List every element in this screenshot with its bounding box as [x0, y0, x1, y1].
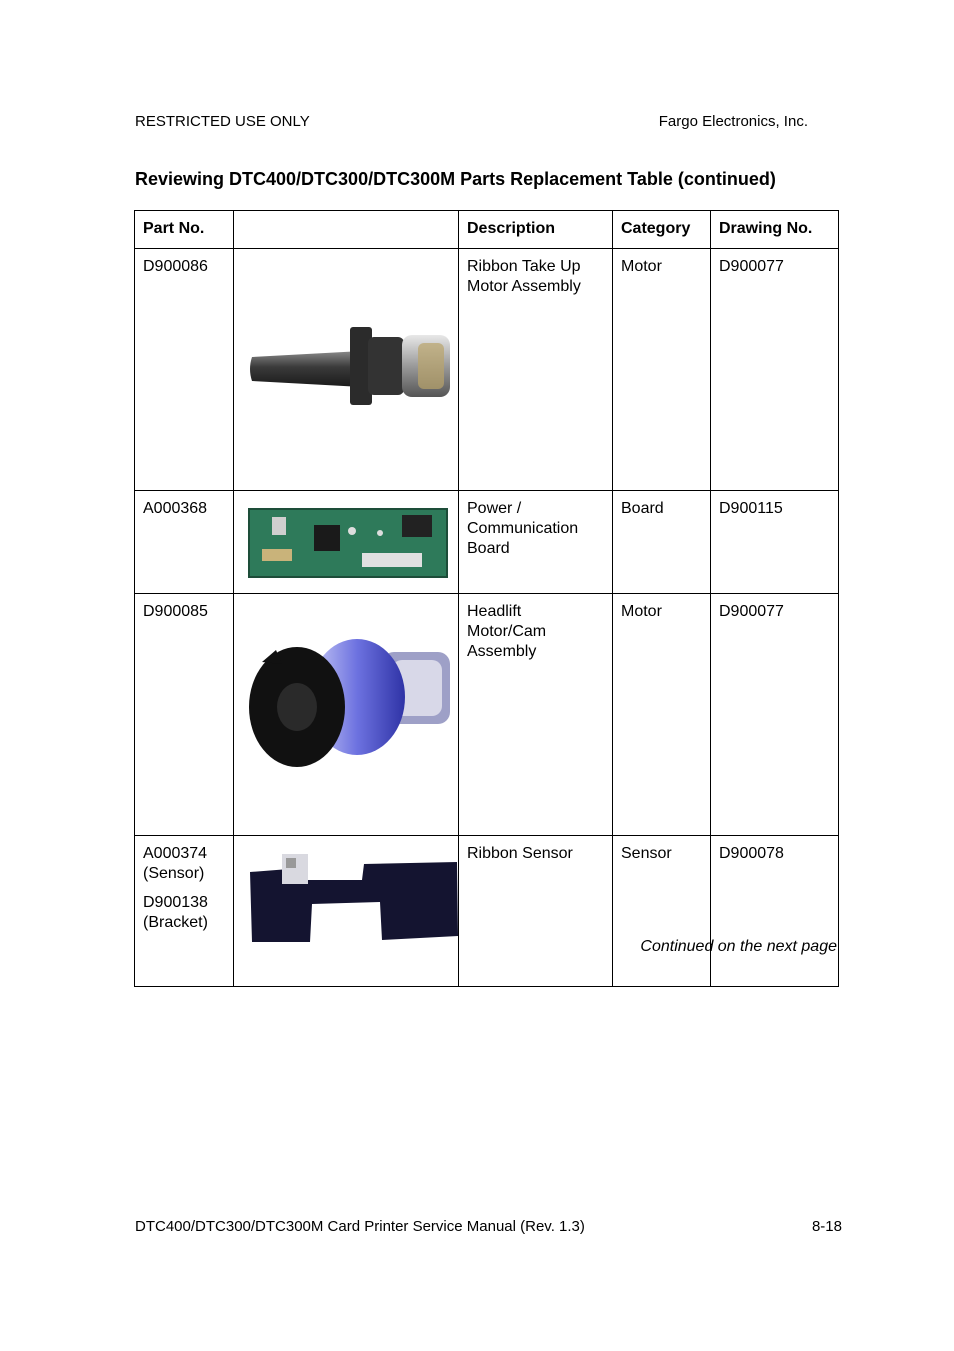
header-right: Fargo Electronics, Inc. [658, 113, 808, 130]
category-cell: Motor [613, 249, 711, 491]
part-no-cell [135, 836, 234, 987]
drawing-no-cell: D900078 [711, 836, 839, 987]
parts-table [134, 210, 839, 987]
col-header-image [234, 211, 459, 249]
drawing-no-cell: D900077 [711, 249, 839, 491]
table-row [135, 836, 839, 987]
category-cell: Motor [613, 594, 711, 836]
footer-title: DTC400/DTC300/DTC300M Card Printer Service Manual (Rev. 1.3) [135, 1218, 585, 1235]
table-row [135, 249, 839, 491]
ribbon-take-up-motor-photo [234, 249, 459, 491]
part-no-sensor: A000374 (Sensor) [143, 845, 208, 882]
description-cell: Ribbon Take Up Motor Assembly [459, 249, 613, 491]
part-no-bracket: D900138 (Bracket) [143, 894, 208, 931]
category-cell: Sensor [613, 836, 711, 987]
table-header-row [135, 211, 839, 249]
description-cell: Ribbon Sensor [459, 836, 613, 987]
page-number: 8-18 [811, 1218, 842, 1235]
part-no-cell [135, 249, 234, 491]
col-header-description: Description [459, 211, 613, 249]
power-communication-board-photo [234, 491, 459, 594]
part-no-cell [135, 594, 234, 836]
headlift-motor-cam-photo [234, 594, 459, 836]
col-header-drawing-no: Drawing No. [711, 211, 839, 249]
part-no: D900086 [143, 258, 208, 275]
page-title: Reviewing DTC400/DTC300/DTC300M Parts Replacement Table (continued) [135, 169, 776, 189]
part-no-cell [135, 491, 234, 594]
description-cell: Power / Communication Board [459, 491, 613, 594]
description-cell: Headlift Motor/Cam Assembly [459, 594, 613, 836]
category-cell: Board [613, 491, 711, 594]
header-left: RESTRICTED USE ONLY [135, 113, 310, 130]
part-no: A000368 [143, 500, 208, 517]
part-no: D900085 [143, 603, 208, 620]
table-row [135, 491, 839, 594]
col-header-category: Category [613, 211, 711, 249]
col-header-part-no: Part No. [135, 211, 234, 249]
drawing-no-cell: D900115 [711, 491, 839, 594]
drawing-no-cell: D900077 [711, 594, 839, 836]
continued-note: Continued on the next page [640, 938, 837, 955]
ribbon-sensor-photo [234, 836, 459, 987]
table-row [135, 594, 839, 836]
